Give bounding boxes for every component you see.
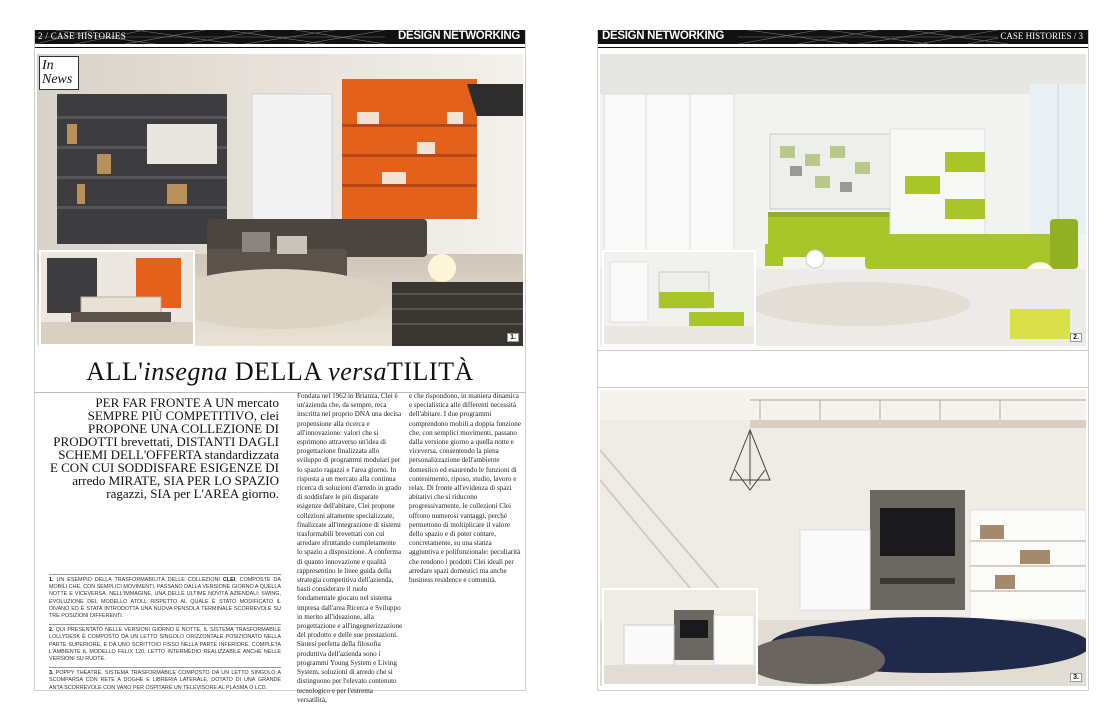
photo-living-tv [600,390,1086,686]
caption-text: POPPY THEATRE, SISTEMA TRASFORMABILE COMPOSTO DA UN LETTO SINGOLO A SCOMPARSA CON RETE A DOGHE E LIBRERIA LATERALE, DOTATO DI UNA GRANDE ANTA SCORREVOLE CON VANO PER OSPITARE UN TELEVISORE AL PLASMA O LCD. [49,670,281,691]
photo-number-2: 2. [1070,333,1082,342]
article-title [35,352,525,393]
badge-line1: In [42,58,54,73]
caption-number: 2. [49,627,54,634]
header-rule [35,47,525,48]
title-part4: versa [328,357,387,386]
body-column-1: Fondata nel 1962 in Brianza, Clei è un'azienda che, da sempre, reca inscritta nel proprio DNA una decisa propensione alla ricerca e all'innovazione: valori che si esprimono attraverso un'idea di progettazione finalizzata allo sviluppo di programmi modulari per lo spazio ragazzi e l'area giorno. In risposta a un mercato alla continua ricerca di soluzioni d'arredo in grado di soddisfare le più disparate esigenze dell'abitare, Clei propone collezioni altamente specializzate, finalizzate all'integrazione di sistemi trasformabili brevettati con cui arredare sfruttando completamente lo spazio a disposizione. A conferma di quanto innovazione e qualità rappresentino le linee guida della strategia competitiva dell'azienda, basti considerare il ruolo fondamentale giocato nel sistema impresa dall'area Ricerca e Sviluppo in merito all'ideazione, alla progettazione e all'ingegnerizzazione del prodotto e delle sue prestazioni. Sintesi perfetta della filosofia produttiva dell'azienda sono i programmi Young System e Living System, soluzioni di arredo che si distinguono per l'elevato contenuto tecnologico e per l'estrema versatilità, [297,392,403,704]
title-part2: insegna [143,357,228,386]
caption-text-end: , COMPOSTE DA MOBILI CHE, CON SEMPLICI MOVIMENTI, PASSANO DALLA VERSIONE GIORNO A QUELLA NOTTE E VICEVERSA. NELL'IMMAGINE, UNA DELLE ULTIME NOVITÀ AZIENDALI: SWING, EVOLUZIONE DEL MODELLO ATOLL RISPETTO AL QUALE È STATO MODIFICATO IL DIVANO ED È STATA INTRODOTTA UNA NUOVA PENSOLA TERMINALE SCORREVOLE SU TRE POSIZIONI DIFFERENTI. [49,577,281,620]
title-part1: ALL' [86,357,144,386]
photo-number-3: 3. [1070,673,1082,682]
caption-number: 3. [49,670,54,677]
caption-text: QUI PRESENTATO NELLE VERSIONI GIORNO E NOTTE, IL SISTEMA TRASFORMABILE LOLLYDESK È COMPOSTO DA UN LETTO SINGOLO ORIZZONTALE POSIZIONATO NELLA PARTE SUPERIORE, E DA UNO SCRITTOIO FISSO NELLA PARTE INFERIORE. COMPLETA L'AMBIENTE IL MODELLO FELIX 120, LETTO INTERMEDIO REALIZZABILE ANCHE NELLE VERSIONI SU RUOTE. [49,627,281,663]
inset-photo-3 [602,588,758,686]
photo-kids-room [600,54,1086,346]
section-label: 2 / CASE HISTORIES [38,31,126,41]
inset-photo-1 [39,250,195,346]
header-rule [598,47,1088,48]
body-column-2: e che rispondono, in maniera dinamica e specialistica alle differenti necessità dell'abitare. I due programmi comprendono mobili a doppia funzione che, con semplici movimenti, passano dalla versione giorno a quella notte e viceversa, consentendo la piena personalizzazione dell'ambiente domestico ed esaurendo le funzioni di contenimento, riposo, studio, lavoro e relax. Di fronte all'evidenza di spazi abitativi che si riducono progressivamente, le collezioni Clei offrono numerosi vantaggi, perché permettono di moltiplicare il valore dello spazio e di poter contare, concretamente, su una stanza aggiuntiva e polifunzionale: peculiarità che rendono i prodotti Clei ideali per arredare spazi domestici ma anche business residence e comunità. [409,392,521,585]
left-page [34,30,526,704]
right-header-bar [598,30,1088,44]
caption-number: 1. [49,577,54,583]
right-page [597,30,1089,691]
inset-photo-2 [602,250,756,346]
title-part5: TILITÀ [386,357,474,386]
magazine-section-title: DESIGN NETWORKING [602,30,725,42]
magazine-section-title: DESIGN NETWORKING [397,30,520,42]
caption-brand: CLEI [222,577,236,583]
badge-line2: News [42,72,73,87]
lead-paragraph: PER FAR FRONTE A UN mercato SEMPRE PIÙ COMPETITIVO, clei PROPONE UNA COLLEZIONE DI PRODOTTI brevettati, DISTANTI DAGLI SCHEMI DELL'OFFERTA standardizzata E CON CUI SODDISFARE ESIGENZE DI arredo MIRATE, SIA PER LO SPAZIO ragazzi, SIA per L'AREA giorno. [49,395,279,501]
caption-2 [49,624,281,663]
left-header-bar [35,30,525,44]
section-label: CASE HISTORIES / 3 [1000,31,1083,41]
caption-3 [49,667,281,692]
photo-captions [49,574,281,696]
in-news-badge [39,56,79,90]
caption-1 [49,574,281,620]
caption-text: UN ESEMPIO DELLA TRASFORMABILITÀ DELLE COLLEZIONI [56,577,223,583]
page-divider-band [598,350,1088,388]
photo-number-1: 1. [507,333,519,342]
title-part3: DELLA [227,357,329,386]
photo-living-room [37,54,523,346]
